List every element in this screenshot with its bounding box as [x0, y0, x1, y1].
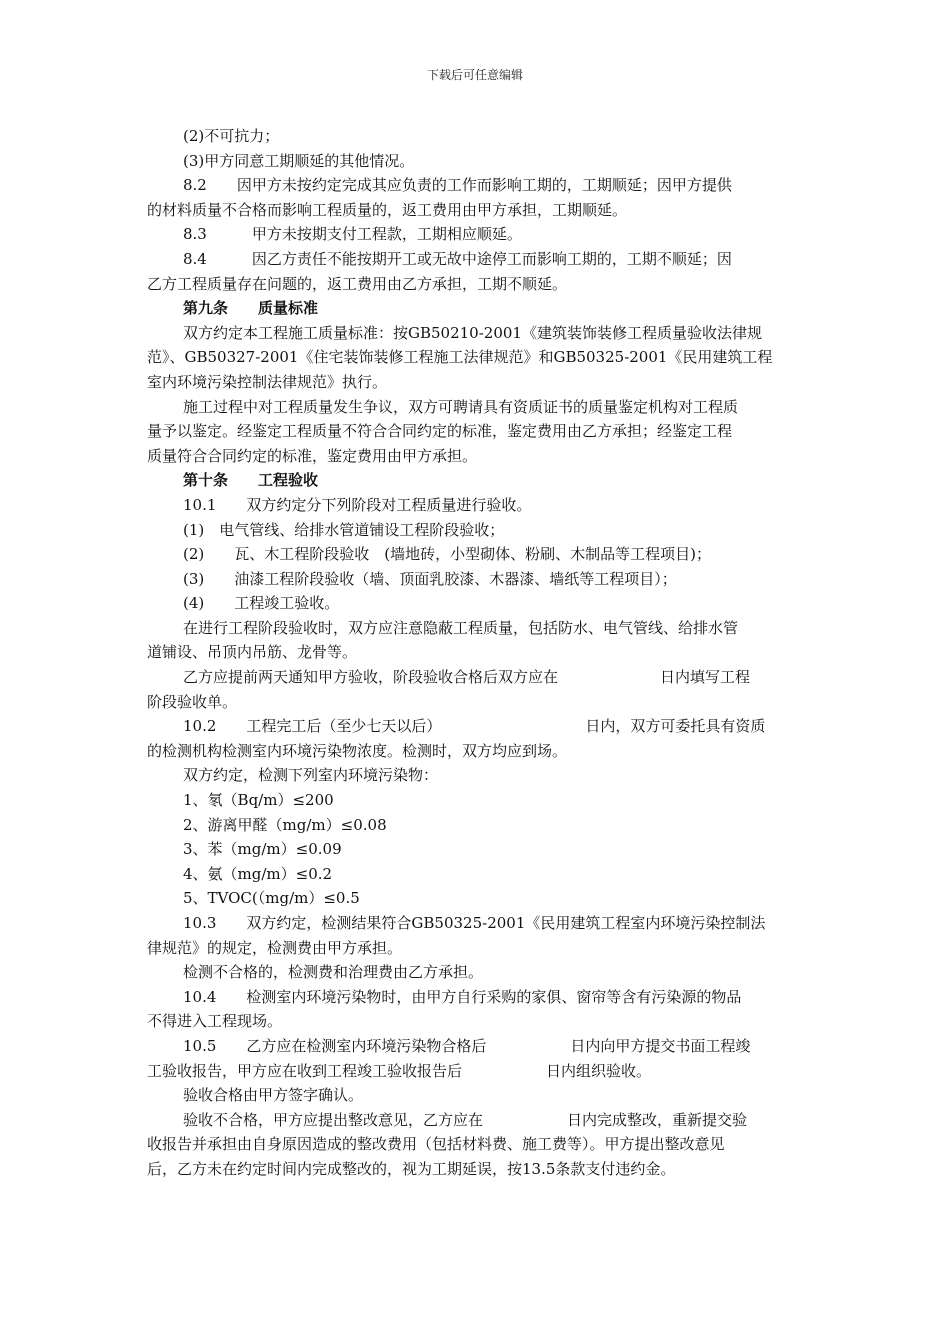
text-line: (2) 瓦、木工程阶段验收 (墙地砖，小型砌体、粉刷、木制品等工程项目)； [183, 545, 711, 564]
text-line: 在进行工程阶段验收时，双方应注意隐蔽工程质量，包括防水、电气管线、给排水管 [183, 618, 739, 637]
section-heading: 第九条 质量标准 [183, 299, 319, 318]
text-segment: 日内填写工程 [660, 668, 751, 687]
text-line: 收报告并承担由自身原因造成的整改费用（包括材料费、施工费等）。甲方提出整改意见 [147, 1135, 725, 1154]
text-segment: 5、TVOC(（mg/m [183, 889, 309, 908]
text-segment: ）≤0.2 [280, 864, 333, 883]
text-segment: 2、游离甲醛（mg/m [183, 815, 326, 834]
text-segment: 验收不合格，甲方应提出整改意见，乙方应在 [183, 1110, 484, 1129]
text-segment: 日内向甲方提交书面工程竣 [570, 1036, 751, 1055]
text-line: (3) 油漆工程阶段验收（墙、顶面乳胶漆、木器漆、墙纸等工程项目）； [183, 569, 677, 588]
text-segment: ）≤0.08 [325, 815, 387, 834]
text-segment: 10.2 工程完工后（至少七天以后） [183, 717, 442, 736]
text-line: 质量符合合同约定的标准，鉴定费用由甲方承担。 [147, 446, 478, 465]
text-line: 道铺设、吊顶内吊筋、龙骨等。 [147, 643, 358, 662]
text-line: 范》、GB50327-2001《住宅装饰装修工程施工法律规范》和GB50325-2001《民用建筑工程 [147, 348, 773, 367]
text-segment: 日内，双方可委托具有资质 [585, 717, 766, 736]
text-line: 的材料质量不合格而影响工程质量的，返工费用由甲方承担，工期顺延。 [147, 200, 628, 219]
text-line: 室内环境污染控制法律规范》执行。 [147, 372, 388, 391]
text-line [147, 886, 807, 911]
text-line: (2)不可抗力； [183, 127, 280, 145]
text-segment: 4、氨（mg/m [183, 864, 281, 883]
text-segment: 乙方应提前两天通知甲方验收，阶段验收合格后双方应在 [183, 668, 559, 687]
text-line [147, 1059, 807, 1084]
section-heading: 第十条 工程验收 [183, 471, 319, 490]
text-line: 8.4 因乙方责任不能按期开工或无故中途停工而影响工期的，工期不顺延；因 [183, 249, 732, 268]
text-line: 10.3 双方约定，检测结果符合GB50325-2001《民用建筑工程室内环境污染控制法 [183, 914, 766, 932]
text-segment: 1、氡（Bq/m [183, 791, 278, 810]
text-line [147, 714, 807, 739]
text-segment: 10.5 乙方应在检测室内环境污染物合格后 [183, 1036, 487, 1055]
text-segment: 3、苯（mg/m [183, 840, 281, 859]
document-body [147, 124, 807, 1182]
text-segment: 日内组织验收。 [546, 1061, 652, 1080]
text-line: 双方约定本工程施工质量标准：按GB50210-2001《建筑装饰装修工程质量验收法律规 [183, 323, 762, 342]
text-segment: ）≤0.09 [280, 840, 342, 859]
text-segment: 日内完成整改，重新提交验 [567, 1110, 748, 1129]
text-segment: 工验收报告，甲方应在收到工程竣工验收报告后 [147, 1061, 463, 1080]
text-line: (1) 电气管线、给排水管道铺设工程阶段验收； [183, 520, 505, 539]
text-line: 乙方工程质量存在问题的，返工费用由乙方承担，工期不顺延。 [147, 274, 568, 293]
text-line: 量予以鉴定。经鉴定工程质量不符合合同约定的标准，鉴定费用由乙方承担；经鉴定工程 [147, 422, 733, 441]
text-line: 律规范》的规定，检测费由甲方承担。 [147, 938, 403, 957]
text-line: 8.3 甲方未按期支付工程款，工期相应顺延。 [183, 225, 522, 244]
text-line [147, 813, 807, 838]
text-line: 阶段验收单。 [147, 692, 238, 711]
text-line: 不得进入工程现场。 [147, 1012, 283, 1031]
text-line: (4) 工程竣工验收。 [183, 594, 340, 613]
page-header: 下载后可任意编辑 [426, 68, 523, 82]
text-line: 施工过程中对工程质量发生争议，双方可聘请具有资质证书的质量鉴定机构对工程质 [183, 397, 739, 416]
text-line [147, 862, 807, 887]
text-segment: ）≤0.5 [308, 889, 360, 908]
text-line: 双方约定，检测下列室内环境污染物： [183, 766, 439, 785]
text-line: 10.1 双方约定分下列阶段对工程质量进行验收。 [183, 495, 532, 514]
text-segment: ）≤200 [277, 791, 334, 810]
text-line: (3)甲方同意工期顺延的其他情况。 [183, 151, 415, 170]
text-line: 检测不合格的，检测费和治理费由乙方承担。 [183, 963, 484, 982]
text-line: 10.4 检测室内环境污染物时，由甲方自行采购的家俱、窗帘等含有污染源的物品 [183, 987, 742, 1006]
text-line [147, 1108, 807, 1133]
text-line [147, 788, 807, 813]
text-line [147, 1034, 807, 1059]
text-line [147, 665, 807, 690]
text-line: 8.2 因甲方未按约定完成其应负责的工作而影响工期的，工期顺延；因甲方提供 [183, 176, 732, 195]
text-line: 验收合格由甲方签字确认。 [183, 1086, 364, 1105]
text-line: 后，乙方未在约定时间内完成整改的，视为工期延误，按13.5条款支付违约金。 [147, 1159, 676, 1178]
text-line [147, 837, 807, 862]
text-line: 的检测机构检测室内环境污染物浓度。检测时，双方均应到场。 [147, 741, 568, 760]
